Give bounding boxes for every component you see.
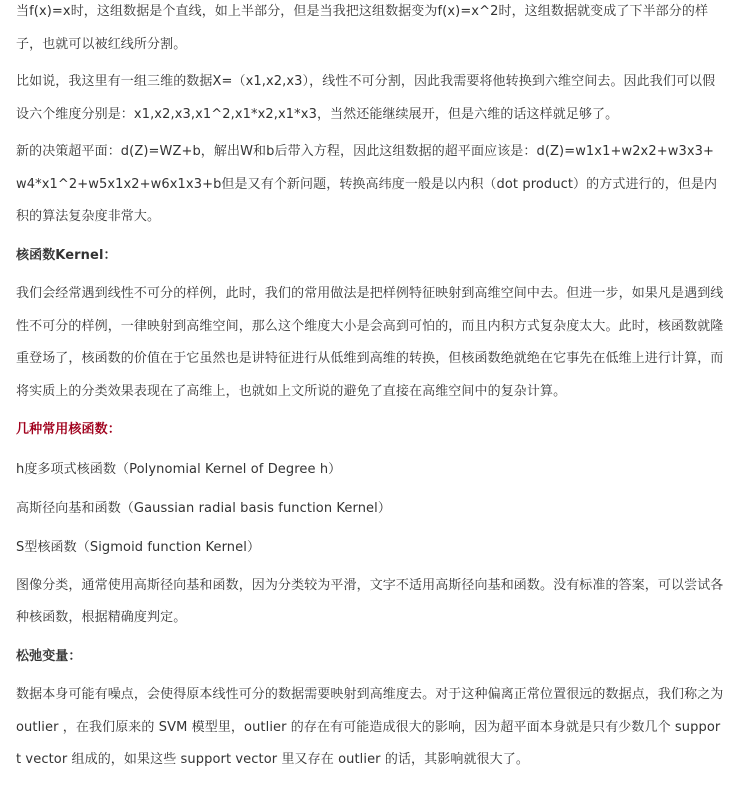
paragraph-fx: 当f(x)=x时，这组数据是个直线，如上半部分，但是当我把这组数据变为f(x)=x^2时，这组数据就变成了下半部分的样子，也就可以被红线所分割。 [16,4,709,52]
paragraph-hyperplane: 新的决策超平面：d(Z)=WZ+b，解出W和b后带入方程，因此这组数据的超平面应该是：d(Z)=w1x1+w2x2+w3x3+w4*x1^2+w5x1x2+w6x1x3+b但是又有个新问题，转换高纬度一般是以内积（dot product）的方式进行的，但是内积的算法复杂度非常大。 [16,144,718,224]
slack-heading: 松弛变量： [16,648,82,664]
kernel-item-polynomial: h度多项式核函数（Polynomial Kernel of Degree h） [16,461,342,477]
article-body [16,0,724,777]
kernel-heading: 核函数Kernel： [16,247,117,263]
kernel-item-gaussian: 高斯径向基和函数（Gaussian radial basis function Kernel） [16,500,391,516]
paragraph-3d-data: 比如说，我这里有一组三维的数据X=（x1,x2,x3），线性不可分割，因此我需要将他转换到六维空间去。因此我们可以假设六个维度分别是：x1,x2,x3,x1^2,x1*x2,x1*x3，当然还能继续展开，但是六维的话这样就足够了。 [16,74,716,122]
common-kernels-heading: 几种常用核函数： [16,422,121,437]
paragraph-usage: 图像分类，通常使用高斯径向基和函数，因为分类较为平滑，文字不适用高斯径向基和函数。没有标准的答案，可以尝试各种核函数，根据精确度判定。 [16,577,724,625]
paragraph-kernel: 我们会经常遇到线性不可分的样例，此时，我们的常用做法是把样例特征映射到高维空间中去。但进一步，如果凡是遇到线性不可分的样例，一律映射到高维空间，那么这个维度大小是会高到可怕的，而且内积方式复杂度太大。此时，核函数就隆重登场了，核函数的价值在于它虽然也是讲特征进行从低维到高维的转换，但核函数绝就绝在它事先在低维上进行计算，而将实质上的分类效果表现在了高维上，也就如上文所说的避免了直接在高维空间中的复杂计算。 [16,286,724,399]
paragraph-slack: 数据本身可能有噪点，会使得原本线性可分的数据需要映射到高维度去。对于这种偏离正常位置很远的数据点，我们称之为 outlier ，在我们原来的 SVM 模型里，outlier 的存在有可能造成很大的影响，因为超平面本身就是只有少数几个 support vector 组成的，如果这些 support vector 里又存在 outlier 的话，其影响就很大了。 [16,687,724,767]
kernel-item-sigmoid: S型核函数（Sigmoid function Kernel） [16,539,261,555]
